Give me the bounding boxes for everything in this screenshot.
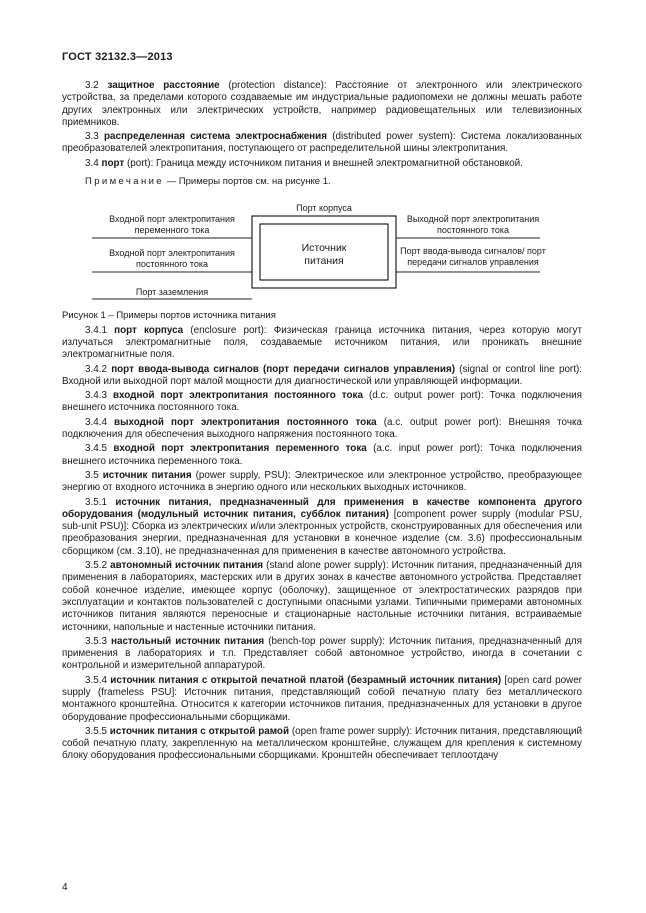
label-ac-input: Входной порт электропитания переменного тока: [109, 214, 235, 235]
paragraph-3-4-4: 3.4.4 выходной порт электропитания постоянного тока (a.c. output power port): Внешняя точка подключения для обеспечения выходного напряжения постоянного тока.: [62, 416, 583, 441]
label-dc-input: Входной порт электропитания постоянного тока: [109, 248, 235, 269]
label-psu: Источник питания: [301, 242, 347, 268]
paragraph-3-4-1: 3.4.1 порт корпуса (enclosure port): Физическая граница источника питания, через которую могут излучаться электромагнитные поля, создаваемые источником питания, или проникать внешние электромагнитные поля.: [62, 324, 582, 361]
document-body: [62, 80, 582, 765]
label-signal-port: Порт ввода-вывода сигналов/ порт передачи сигналов управления: [400, 246, 546, 267]
term: порт ввода-вывода сигналов (порт передачи сигналов управления): [111, 363, 455, 375]
term: настольный источник питания: [110, 635, 265, 647]
term: источник питания: [102, 469, 192, 481]
paragraph-3-5-3: 3.5.3 настольный источник питания (bench-top power supply): Источник питания, предназначенный для применения в лабораториях и т.п. Представляет собой автономное устройство, иногда в сочетании с контрольной и измерительной аппаратурой.: [62, 635, 582, 672]
paragraph-3-4-5: 3.4.5 входной порт электропитания переменного тока (a.c. input power port): Точка подключения внешнего источника переменного тока.: [62, 443, 582, 467]
paragraph-3-4-2: 3.4.2 порт ввода-вывода сигналов (порт передачи сигналов управления) (signal or control line port): Входной или выходной порт малой мощности для диагностической или управляющей информации.: [62, 363, 582, 387]
paragraph-3-2: 3.2 защитное расстояние (protection distance): Расстояние от электронного или электрического устройства, за пределами которого создаваемые им индустриальные радиопомехи не должны мешать работе других электронных или электрических устройств, например радиовещательных или телевизионных приемников.: [62, 80, 582, 128]
paragraph-3-5-5: 3.5.5 источник питания с открытой рамой (open frame power supply): Источник питания, представляющий собой печатную плату, закрепленную на металлическом кронштейне, служащем для крепления к системному блоку оборудования профессиональными сборщиками. Кронштейн обеспечивает теплоотдачу: [62, 725, 582, 762]
paragraph-3-5-2: 3.5.2 автономный источник питания (stand alone power supply): Источник питания, предназначенный для применения в лабораториях, мастерских или в других зонах в качестве автономного устройства. Представляет собой конечное изделие, имеющее корпус (оболочку), защищенное от электростатических разрядов при эксплуатации и контактов пользователей с доступными опасными узлами. Типичными примерами автономных источников питания являются переносные и стационарные настольные источники питания, встраиваемые источники, напольные и настенные источники питания.: [62, 560, 582, 633]
note: Примечание — Примеры портов см. на рисунке 1.: [85, 176, 331, 188]
paragraph-3-5-1: 3.5.1 источник питания, предназначенный для применения в качестве компонента другого оборудования (модульный источник питания, субблок питания) [component power supply (modular PSU, sub-unit PSU)]: Сборка из электрических и/или электронных устройств, сконструированных для обеспечения или преобразования энергии, предназначенная для установки в конечное изделие (см. 3.6) профессиональным сборщиком (см. 3.10), не предназначенная для применения в качестве автономного устройства.: [62, 496, 582, 557]
term: входной порт электропитания постоянного тока: [112, 390, 363, 402]
term: источник питания с открытой рамой: [109, 725, 290, 737]
term: порт корпуса: [114, 324, 184, 336]
term: автономный источник питания: [110, 560, 264, 572]
label-enclosure: Порт корпуса: [296, 203, 352, 214]
term: распределенная система электроснабжения: [103, 131, 327, 143]
term: источник питания, предназначенный для применения в качестве компонента другого оборудования (модульный источник питания, субблок питания): [62, 496, 582, 520]
paragraph-3-3: 3.3 распределенная система электроснабжения (distributed power system): Система локализованных преобразователей электропитания, поступающего от распределительной шины электропитания.: [62, 131, 582, 155]
figure-ports-diagram: [62, 198, 582, 310]
figure-caption: Рисунок 1 – Примеры портов источника питания: [62, 310, 276, 322]
term: порт: [101, 157, 125, 169]
paragraph-3-5: 3.5 источник питания (power supply, PSU): Электрическое или электронное устройство, преобразующее энергию от входного источника в энергию одного или нескольких выходных источников.: [62, 469, 582, 494]
page-number: 4: [62, 882, 68, 893]
term: источник питания с открытой печатной платой (безрамный источник питания): [110, 674, 502, 686]
paragraph-3-5-4: 3.5.4 источник питания с открытой печатной платой (безрамный источник питания) [open card power supply (frameless PSU]: Источник питания, представляющий собой печатную плату без металлического монтажного кронштейна. Относится к категории источников питания, предназначенных для установки в другое оборудование профессиональными сборщиками.: [62, 674, 582, 723]
label-dc-output: Выходной порт электропитания постоянного тока: [406, 214, 540, 235]
term: входной порт электропитания переменного тока: [113, 443, 367, 455]
term: выходной порт электропитания постоянного тока: [114, 416, 377, 428]
paragraph-3-4-3: 3.4.3 входной порт электропитания постоянного тока (d.c. output power port): Точка подключения внешнего источника постоянного тока.: [62, 390, 583, 414]
term: защитное расстояние: [107, 80, 220, 91]
note-lead: Примечание: [85, 176, 164, 188]
paragraph-3-4: 3.4 порт (port): Граница между источником питания и внешней электромагнитной обстановкой.: [85, 157, 523, 169]
label-ground: Порт заземления: [135, 287, 209, 298]
document-header: ГОСТ 32132.3—2013: [62, 51, 173, 63]
